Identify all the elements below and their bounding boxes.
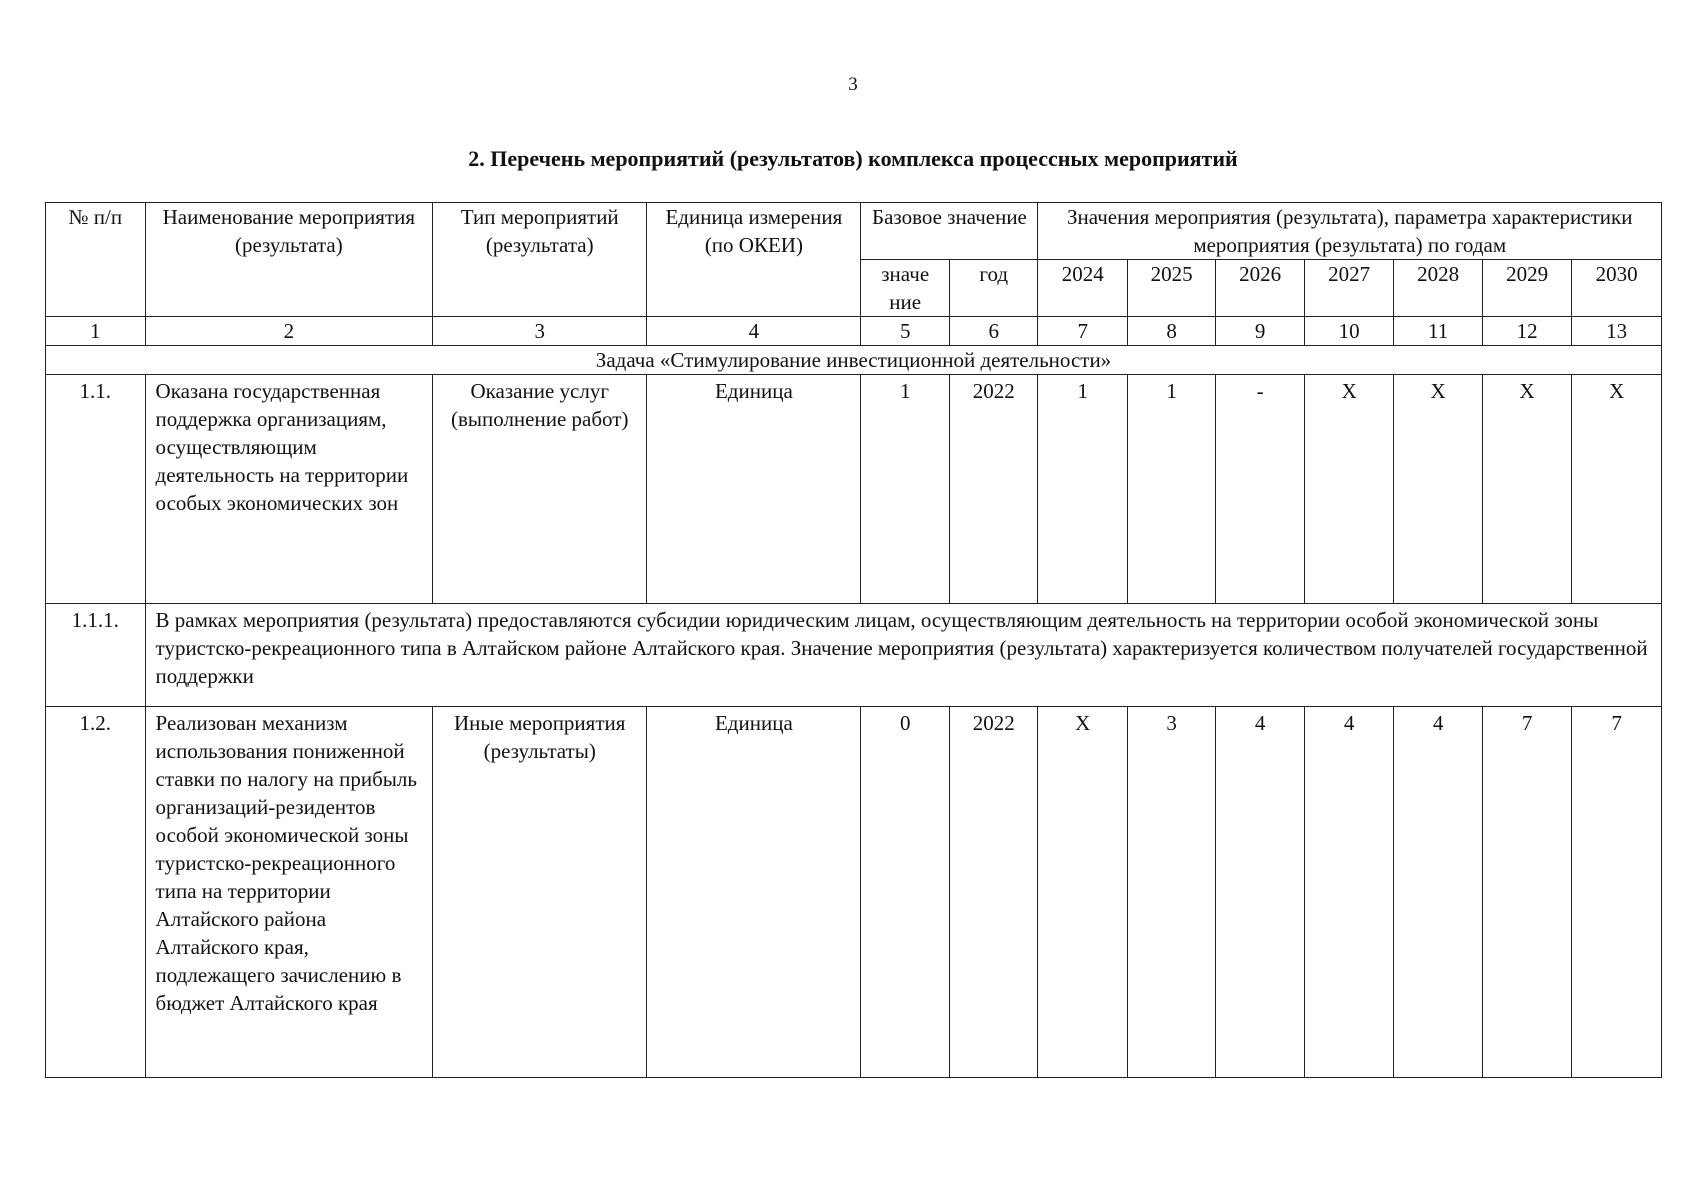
header-year: 2027 — [1304, 260, 1393, 317]
row-num: 1.1.1. — [46, 604, 146, 707]
column-number: 6 — [949, 317, 1038, 346]
header-base: Базовое значение — [861, 203, 1038, 260]
header-year: 2030 — [1572, 260, 1662, 317]
column-number: 5 — [861, 317, 949, 346]
row-value: - — [1216, 375, 1304, 604]
header-name: Наименование мероприятия (результата) — [145, 203, 433, 317]
column-number: 4 — [647, 317, 861, 346]
row-num: 1.2. — [46, 707, 146, 1078]
page-number: 3 — [848, 74, 858, 95]
row-value: 4 — [1394, 707, 1482, 1078]
column-number: 2 — [145, 317, 433, 346]
header-type: Тип мероприятий (результата) — [433, 203, 647, 317]
measures-table — [45, 202, 1662, 1078]
row-base-value: 0 — [861, 707, 949, 1078]
row-description: В рамках мероприятия (результата) предоставляются субсидии юридическим лицам, осуществляющим деятельность на территории особой экономической зоны туристско-рекреационного типа в Алтайском районе Алтайского края. Значение мероприятия (результата) характеризуется количеством получателей государственной поддержки — [145, 604, 1661, 707]
header-values: Значения мероприятия (результата), параметра характеристики мероприятия (результата) по годам — [1038, 203, 1662, 260]
column-number: 12 — [1482, 317, 1571, 346]
row-value: 1 — [1038, 375, 1127, 604]
task-title: Задача «Стимулирование инвестиционной деятельности» — [46, 346, 1662, 375]
column-number: 11 — [1394, 317, 1482, 346]
row-value: 4 — [1304, 707, 1393, 1078]
row-value: X — [1482, 375, 1571, 604]
document-title: 2. Перечень мероприятий (результатов) комплекса процессных мероприятий — [468, 146, 1238, 171]
column-number-row — [46, 317, 1662, 346]
column-number: 7 — [1038, 317, 1127, 346]
row-base-value: 1 — [861, 375, 949, 604]
row-base-year: 2022 — [949, 707, 1038, 1078]
row-name: Оказана государственная поддержка организациям, осуществляющим деятельность на территории особых экономических зон — [145, 375, 433, 604]
row-value: X — [1304, 375, 1393, 604]
table-row — [46, 707, 1662, 1078]
row-value: X — [1572, 375, 1662, 604]
row-value: 3 — [1127, 707, 1215, 1078]
header-year: 2028 — [1394, 260, 1482, 317]
row-type: Оказание услуг (выполнение работ) — [433, 375, 647, 604]
header-base-year: год — [949, 260, 1038, 317]
row-value: X — [1038, 707, 1127, 1078]
header-row-1 — [46, 203, 1662, 260]
row-unit: Единица — [647, 707, 861, 1078]
column-number: 8 — [1127, 317, 1215, 346]
column-number: 13 — [1572, 317, 1662, 346]
row-value: 7 — [1482, 707, 1571, 1078]
header-unit: Единица измерения (по ОКЕИ) — [647, 203, 861, 317]
row-base-year: 2022 — [949, 375, 1038, 604]
row-type: Иные мероприятия (результаты) — [433, 707, 647, 1078]
header-year: 2026 — [1216, 260, 1304, 317]
row-value: 7 — [1572, 707, 1662, 1078]
header-year: 2029 — [1482, 260, 1571, 317]
table-row — [46, 604, 1662, 707]
column-number: 9 — [1216, 317, 1304, 346]
row-value: X — [1394, 375, 1482, 604]
row-name: Реализован механизм использования пониженной ставки по налогу на прибыль организаций-резидентов особой экономической зоны туристско-рекреационного типа на территории Алтайского района Алтайского края, подлежащего зачислению в бюджет Алтайского края — [145, 707, 433, 1078]
row-value: 4 — [1216, 707, 1304, 1078]
header-num: № п/п — [46, 203, 146, 317]
column-number: 1 — [46, 317, 146, 346]
task-row — [46, 346, 1662, 375]
row-value: 1 — [1127, 375, 1215, 604]
header-base-value: значе ние — [861, 260, 949, 317]
column-number: 3 — [433, 317, 647, 346]
table-row — [46, 375, 1662, 604]
header-year: 2025 — [1127, 260, 1215, 317]
header-year: 2024 — [1038, 260, 1127, 317]
row-unit: Единица — [647, 375, 861, 604]
row-num: 1.1. — [46, 375, 146, 604]
column-number: 10 — [1304, 317, 1393, 346]
